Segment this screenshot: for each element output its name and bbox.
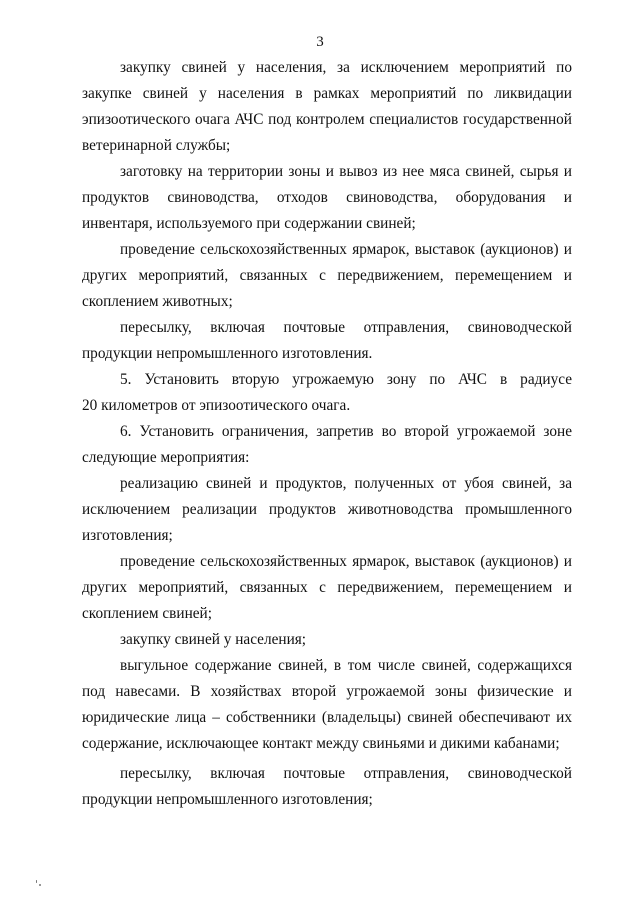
text-line: реализацию свиней и продуктов, полученных от убоя свиней, за [120, 475, 572, 492]
text-line: содержание, исключающее контакт между свиньями и дикими кабанами; [82, 735, 560, 752]
text-line: эпизоотического очага АЧС под контролем специалистов государственной [82, 111, 572, 128]
text-line: 20 километров от эпизоотического очага. [82, 397, 351, 414]
text-line: под навесами. В хозяйствах второй угрожаемой зоны физические и [82, 683, 572, 700]
text-line: продукции непромышленного изготовления; [82, 791, 373, 808]
text-line: 5. Установить вторую угрожаемую зону по АЧС в радиусе [120, 371, 572, 388]
text-line: продуктов свиноводства, отходов свиноводства, оборудования и [82, 189, 572, 206]
text-line: скоплением свиней; [82, 605, 212, 622]
text-line: следующие мероприятия: [82, 449, 250, 466]
text-line: ветеринарной службы; [82, 137, 231, 154]
text-line: выгульное содержание свиней, в том числе свиней, содержащихся [120, 657, 572, 674]
scan-speck [39, 884, 41, 886]
text-line: скоплением животных; [82, 293, 233, 310]
text-line: закупке свиней у населения в рамках мероприятий по ликвидации [82, 85, 572, 102]
text-line: проведение сельскохозяйственных ярмарок, выставок (аукционов) и [120, 553, 572, 570]
text-line: пересылку, включая почтовые отправления, свиноводческой [120, 319, 572, 336]
text-line: юридические лица – собственники (владельцы) свиней обеспечивают их [82, 709, 572, 726]
text-line: инвентаря, используемого при содержании свиней; [82, 215, 416, 232]
text-line: закупку свиней у населения; [120, 631, 307, 648]
text-line: изготовления; [82, 527, 173, 544]
text-line: проведение сельскохозяйственных ярмарок, выставок (аукционов) и [120, 241, 572, 258]
text-line: заготовку на территории зоны и вывоз из нее мяса свиней, сырья и [120, 163, 572, 180]
text-line: других мероприятий, связанных с передвижением, перемещением и [82, 267, 572, 284]
text-line: исключением реализации продуктов животноводства промышленного [82, 501, 572, 518]
text-line: пересылку, включая почтовые отправления, свиноводческой [120, 765, 572, 782]
text-line: других мероприятий, связанных с передвижением, перемещением и [82, 579, 572, 596]
text-line: закупку свиней у населения, за исключением мероприятий по [120, 59, 572, 76]
page-number: 3 [316, 34, 324, 50]
scan-speck [36, 880, 37, 883]
text-line: продукции непромышленного изготовления. [82, 345, 373, 362]
text-line: 6. Установить ограничения, запретив во второй угрожаемой зоне [120, 423, 572, 440]
